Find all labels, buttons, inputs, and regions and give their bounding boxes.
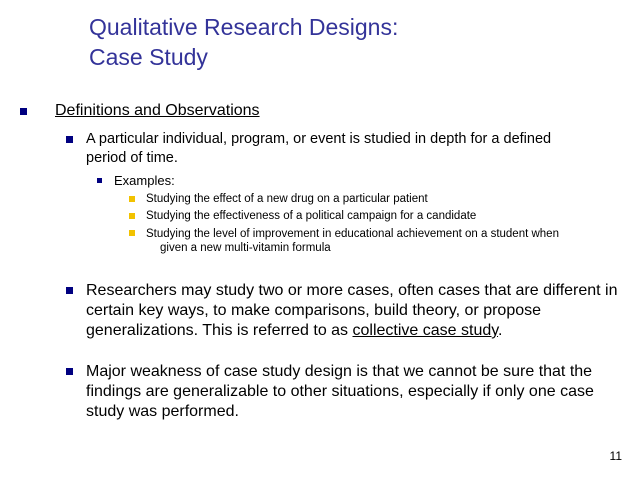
point-3-line-1: Major weakness of case study design is that we cannot be sure that the [86,363,593,380]
examples-label: Examples: [114,173,175,188]
square-bullet-icon [129,230,135,236]
heading-definitions: Definitions and Observations [55,102,260,119]
point-2-line-1: Researchers may study two or more cases, often cases that are different in [86,282,618,299]
collective-case-study-term: collective case study [352,322,499,339]
square-bullet-icon [66,136,73,143]
square-bullet-icon [20,108,27,115]
point-2-line-2: certain key ways, to make comparisons, build theory, or propose [86,302,542,319]
page-number: 11 [609,449,622,463]
square-bullet-icon [66,287,73,294]
example-3-line-2: given a new multi-vitamin formula [160,242,331,254]
slide-title [89,12,398,72]
square-bullet-icon [66,368,73,375]
example-2: Studying the effectiveness of a political campaign for a candidate [146,210,477,222]
point-3-line-3: study was performed. [86,403,239,420]
point-2-line-3: generalizations. This is referred to as collective case study. [86,322,503,339]
example-1: Studying the effect of a new drug on a particular patient [146,193,428,205]
title-line-1: Qualitative Research Designs: [89,14,399,40]
square-bullet-icon [129,213,135,219]
point-1-line-2: period of time. [86,150,178,166]
square-bullet-icon [129,196,135,202]
example-3-line-1: Studying the level of improvement in educational achievement on a student when [146,228,559,240]
point-3-line-2: findings are generalizable to other situations, especially if only one case [86,383,594,400]
point-1-line-1: A particular individual, program, or event is studied in depth for a defined [86,131,552,147]
title-line-2: Case Study [89,44,208,70]
square-bullet-icon [97,178,102,183]
